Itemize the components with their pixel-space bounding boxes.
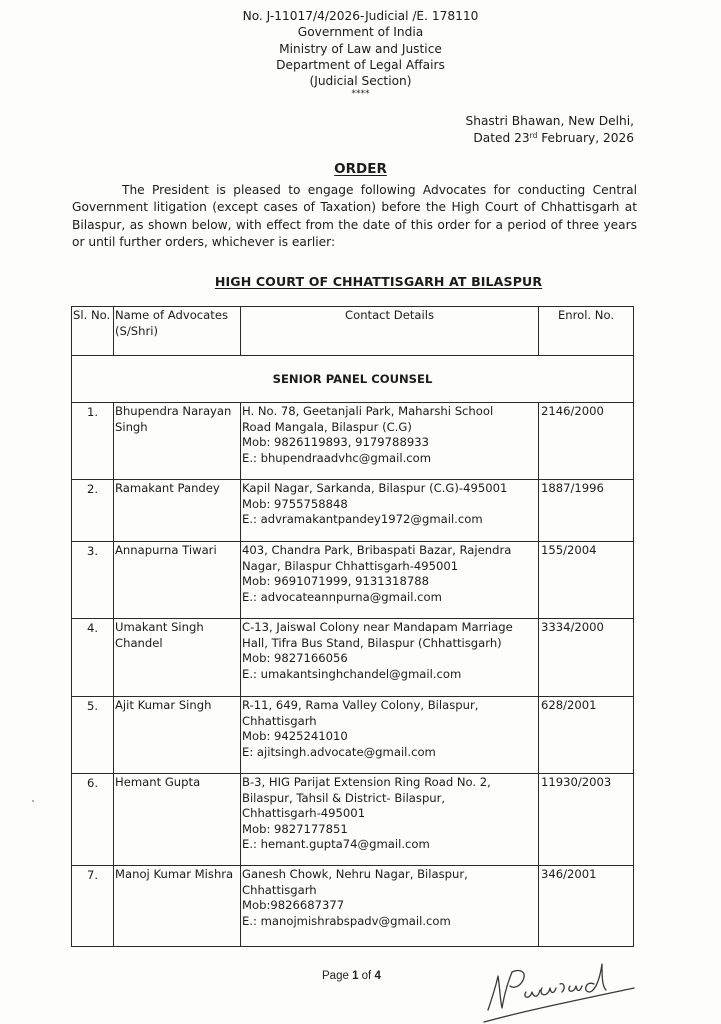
table-row (72, 619, 634, 697)
row-contact: R-11, 649, Rama Valley Colony, Bilaspur, Chhattisgarh Mob: 9425241010 E: ajitsingh.advocate@gmail.com (241, 697, 539, 774)
row-contact: C-13, Jaiswal Colony near Mandapam Marriage Hall, Tifra Bus Stand, Bilaspur (Chhattisgarh) Mob: 9827166056 E.: umakantsinghchandel@gmail.com (241, 619, 539, 697)
row-sl: 7. (72, 866, 114, 947)
header-sl: Sl. No. (72, 307, 114, 356)
table-row (72, 403, 634, 480)
row-enrol: 346/2001 (539, 866, 634, 947)
row-sl: 2. (72, 480, 114, 542)
table-row (72, 480, 634, 542)
row-mobile: Mob: 9755758848 (242, 496, 348, 511)
section-name: (Judicial Section) (309, 74, 412, 89)
row-name: Hemant Gupta (114, 774, 241, 866)
advocates-table (71, 306, 634, 947)
row-contact: 403, Chandra Park, Bribaspati Bazar, Rajendra Nagar, Bilaspur Chhattisgarh-495001 Mob: 9691071999, 9131318788 E.: advocateannpurna@gmail.com (241, 542, 539, 619)
table-header-row (72, 307, 634, 356)
scan-speck (32, 800, 34, 802)
row-name: Bhupendra Narayan Singh (114, 403, 241, 480)
signature (478, 958, 638, 1024)
row-sl: 3. (72, 542, 114, 619)
row-sl: 4. (72, 619, 114, 697)
row-mobile: Mob: 9827177851 (242, 821, 348, 836)
table-row (72, 866, 634, 947)
row-mobile: Mob: 9425241010 (242, 729, 348, 744)
order-body (72, 182, 637, 252)
table-row (72, 697, 634, 774)
court-title: HIGH COURT OF CHHATTISGARH AT BILASPUR (214, 274, 543, 289)
row-name: Ramakant Pandey (114, 480, 241, 542)
header-enrol: Enrol. No. (539, 307, 634, 356)
row-email: E.: umakantsinghchandel@gmail.com (242, 666, 462, 681)
header-contact: Contact Details (241, 307, 539, 356)
table-row (72, 542, 634, 619)
section-row (72, 356, 634, 403)
row-enrol: 3334/2000 (539, 619, 634, 697)
row-contact: Kapil Nagar, Sarkanda, Bilaspur (C.G)-495001 Mob: 9755758848 E.: advramakantpandey1972@gmail.com (241, 480, 539, 542)
ministry-name: Ministry of Law and Justice (279, 41, 442, 56)
row-mobile: Mob: 9691071999, 9131318788 (242, 574, 429, 589)
row-sl: 6. (72, 774, 114, 866)
order-body-text: The President is pleased to engage following Advocates for conducting Central Government litigation (except cases of Taxation) before the High Court of Chhattisgarh at Bilaspur, as shown below, with effect from the date of this order for a period of three years or until further orders, whichever is earlier: (72, 183, 637, 250)
row-mobile: Mob:9826687377 (242, 898, 345, 913)
row-email: E.: manojmishrabspadv@gmail.com (242, 913, 451, 928)
row-email: E.: advramakantpandey1972@gmail.com (242, 512, 483, 527)
place-date (465, 113, 634, 147)
row-name: Manoj Kumar Mishra (114, 866, 241, 947)
order-title: ORDER (334, 161, 387, 177)
row-name: Ajit Kumar Singh (114, 697, 241, 774)
row-mobile: Mob: 9826119893, 9179788933 (242, 435, 429, 450)
row-email: E: ajitsingh.advocate@gmail.com (242, 744, 436, 759)
section-heading: SENIOR PANEL COUNSEL (72, 356, 634, 403)
row-email: E.: advocateannpurna@gmail.com (242, 589, 442, 604)
row-enrol: 11930/2003 (539, 774, 634, 866)
government-name: Government of India (297, 25, 424, 40)
place: Shastri Bhawan, New Delhi, (465, 114, 634, 128)
department-name: Department of Legal Affairs (276, 57, 445, 72)
row-email: E.: bhupendraadvhc@gmail.com (242, 450, 432, 465)
row-enrol: 155/2004 (539, 542, 634, 619)
row-enrol: 628/2001 (539, 697, 634, 774)
row-enrol: 2146/2000 (539, 403, 634, 480)
row-sl: 5. (72, 697, 114, 774)
row-enrol: 1887/1996 (539, 480, 634, 542)
row-mobile: Mob: 9827166056 (242, 651, 348, 666)
header-name: Name of Advocates (S/Shri) (114, 307, 241, 356)
row-contact: B-3, HIG Parijat Extension Ring Road No. 2, Bilaspur, Tahsil & District- Bilaspur, Chhattisgarh-495001 Mob: 9827177851 E.: hemant.gupta74@gmail.com (241, 774, 539, 866)
file-number: No. J-11017/4/2026-Judicial /E. 178110 (242, 9, 479, 23)
page-number: Page 1 of 4 (322, 970, 381, 982)
row-email: E.: hemant.gupta74@gmail.com (242, 837, 430, 852)
separator-stars: **** (351, 89, 370, 100)
table-row (72, 774, 634, 866)
row-name: Umakant Singh Chandel (114, 619, 241, 697)
row-contact: Ganesh Chowk, Nehru Nagar, Bilaspur, Chhattisgarh Mob:9826687377 E.: manojmishrabspadv@gmail.com (241, 866, 539, 947)
row-sl: 1. (72, 403, 114, 480)
row-name: Annapurna Tiwari (114, 542, 241, 619)
letterhead (0, 8, 721, 99)
date: Dated 23rd February, 2026 (473, 131, 634, 145)
row-contact: H. No. 78, Geetanjali Park, Maharshi School Road Mangala, Bilaspur (C.G) Mob: 9826119893, 9179788933 E.: bhupendraadvhc@gmail.com (241, 403, 539, 480)
